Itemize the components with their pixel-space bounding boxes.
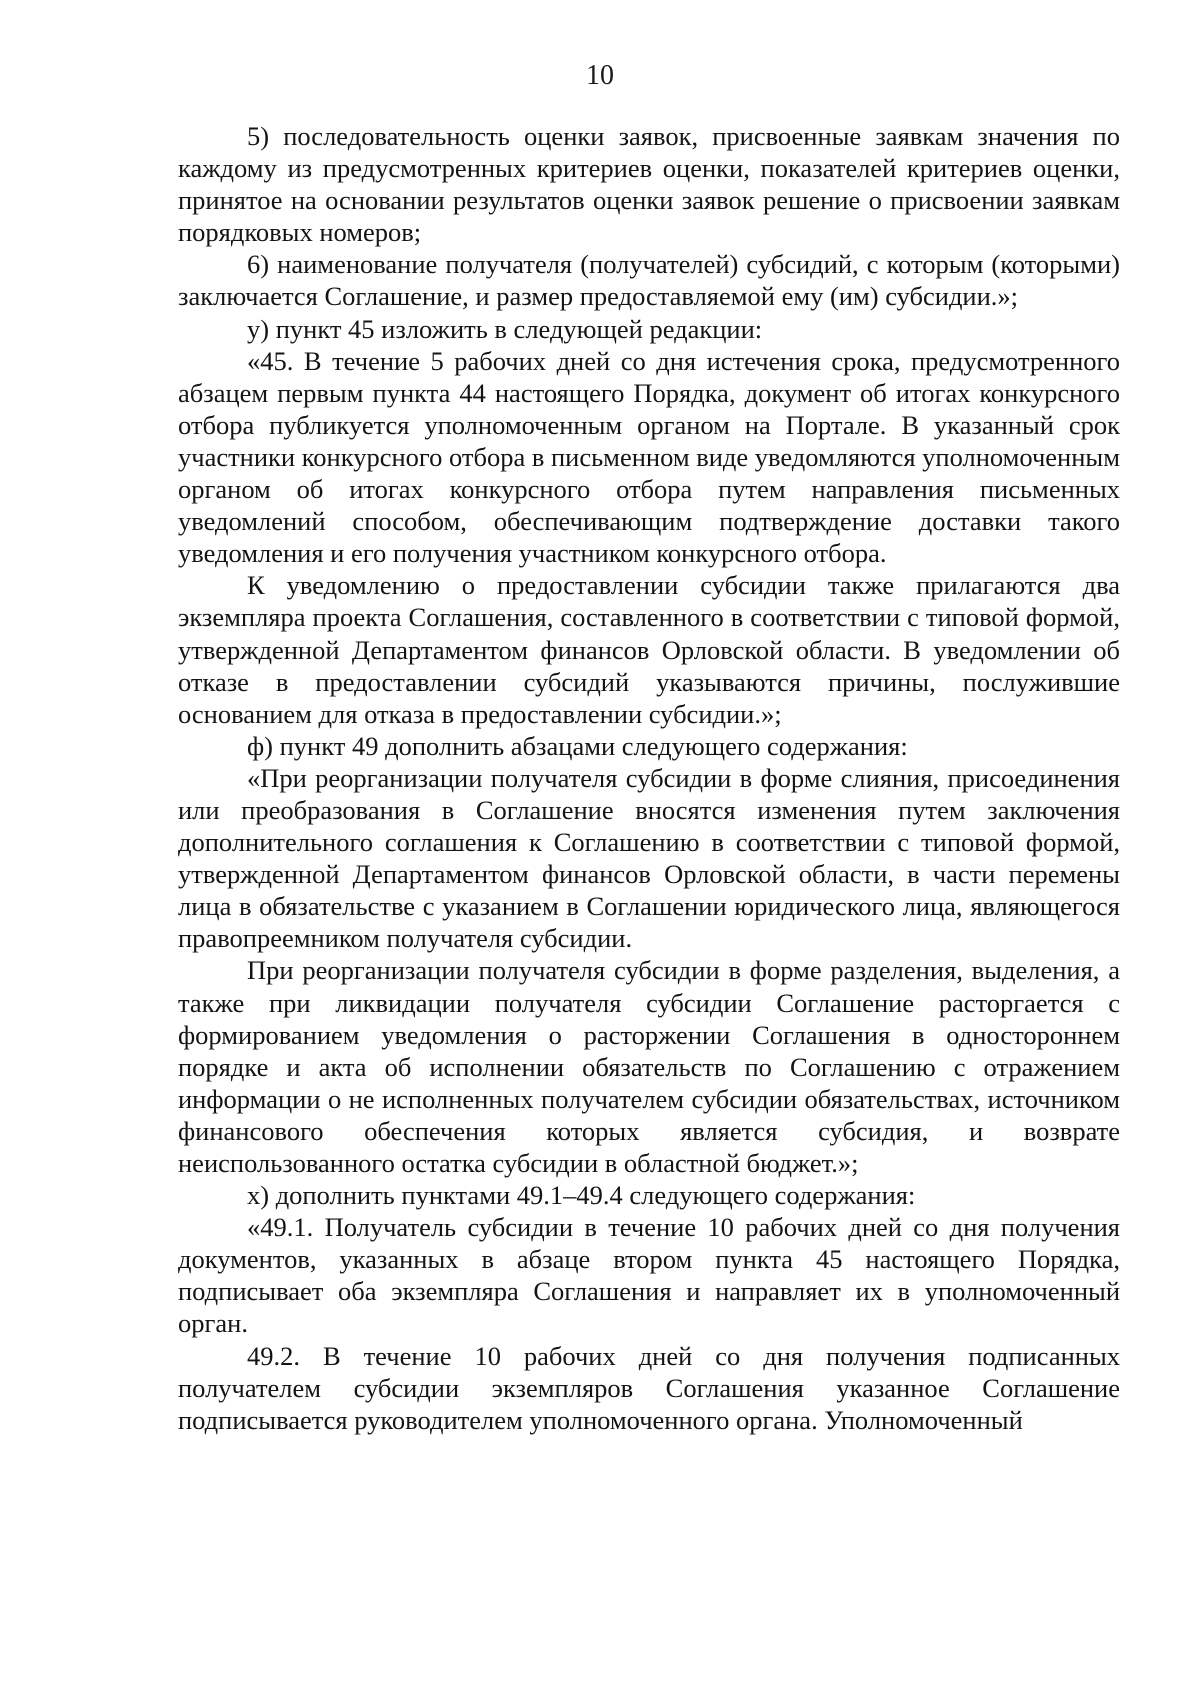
paragraph-point-49-2: 49.2. В течение 10 рабочих дней со дня получения подписанных получателем субсидии экземпляров Соглашения указанное Соглашение подписывается руководителем уполномоченного органа. Уполномоченный <box>178 1340 1120 1435</box>
paragraph-item-5: 5) последовательность оценки заявок, присвоенные заявкам значения по каждому из предусмотренных критериев оценки, показателей критериев оценки, принятое на основании результатов оценки заявок решение о присвоении заявкам порядковых номеров; <box>178 121 1120 248</box>
paragraph-point-45: «45. В течение 5 рабочих дней со дня истечения срока, предусмотренного абзацем первым пункта 44 настоящего Порядка, документ об итогах конкурсного отбора публикуется уполномоченным органом на Портале. В указанный срок участники конкурсного отбора в письменном виде уведомляются уполномоченным органом об итогах конкурсного отбора путем направления письменных уведомлений способом, обеспечивающим подтверждение доставки такого уведомления и его получения участником конкурсного отбора. <box>178 345 1120 569</box>
paragraph-subpoint-u: у) пункт 45 изложить в следующей редакции: <box>247 313 763 344</box>
paragraph-reorganization-merger: «При реорганизации получателя субсидии в форме слияния, присоединения или преобразования в Соглашение вносятся изменения путем заключения дополнительного соглашения к Соглашению в соответствии с типовой формой, утвержденной Департаментом финансов Орловской области, в части перемены лица в обязательстве с указанием в Соглашении юридического лица, являющегося правопреемником получателя субсидии. <box>178 762 1120 954</box>
paragraph-subpoint-f: ф) пункт 49 дополнить абзацами следующего содержания: <box>247 730 908 761</box>
paragraph-subpoint-h: х) дополнить пунктами 49.1–49.4 следующего содержания: <box>247 1180 916 1211</box>
document-body <box>178 120 1120 1436</box>
paragraph-point-49-1: «49.1. Получатель субсидии в течение 10 рабочих дней со дня получения документов, указанных в абзаце втором пункта 45 настоящего Порядка, подписывает оба экземпляра Соглашения и направляет их в уполномоченный орган. <box>178 1212 1120 1339</box>
paragraph-item-6: 6) наименование получателя (получателей) субсидий, с которым (которыми) заключается Соглашение, и размер предоставляемой ему (им) субсидии.»; <box>178 249 1120 312</box>
page-number: 10 <box>586 60 614 91</box>
paragraph-reorganization-division: При реорганизации получателя субсидии в форме разделения, выделения, а также при ликвидации получателя субсидии Соглашение расторгается с формированием уведомления о расторжении Соглашения в одностороннем порядке и акта об исполнении обязательств по Соглашению с отражением информации о не исполненных получателем субсидии обязательствах, источником финансового обеспечения которых является субсидия, и возврате неиспользованного остатка субсидии в областной бюджет.»; <box>178 955 1120 1178</box>
paragraph-notice-attachment: К уведомлению о предоставлении субсидии также прилагаются два экземпляра проекта Соглашения, составленного в соответствии с типовой формой, утвержденной Департаментом финансов Орловской области. В уведомлении об отказе в предоставлении субсидий указываются причины, послужившие основанием для отказа в предоставлении субсидии.»; <box>178 570 1120 729</box>
